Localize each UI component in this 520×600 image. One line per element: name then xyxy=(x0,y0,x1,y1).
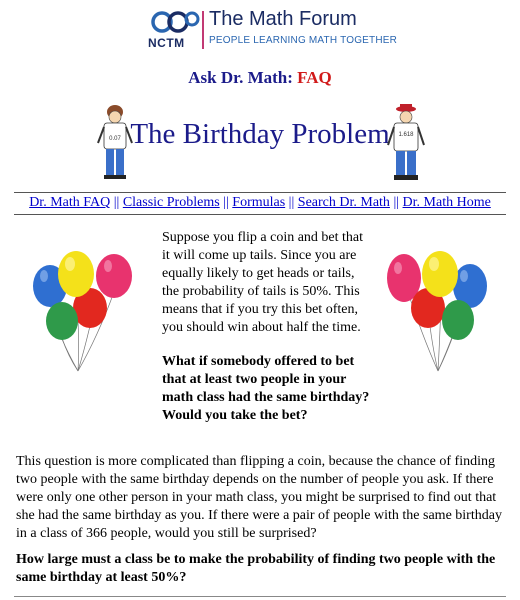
nav-link-dr-math-faq[interactable]: Dr. Math FAQ xyxy=(29,195,111,210)
ask-dr-math-label: Ask Dr. Math: xyxy=(188,68,298,87)
bottom-rule xyxy=(14,596,506,597)
right-character-illustration xyxy=(386,103,426,183)
math-forum-logo[interactable] xyxy=(148,8,398,52)
faq-label: FAQ xyxy=(297,68,332,87)
nctm-label: NCTM xyxy=(148,36,185,50)
bet-question: What if somebody offered to bet that at least two people in your math class had the same birthday? Would you take the bet? xyxy=(162,354,370,423)
nav-bottom-rule xyxy=(14,214,506,215)
class-size-question: How large must a class be to make the probability of finding two people with the same birthday at least 50%? xyxy=(16,552,496,585)
nav-separator: || xyxy=(223,195,229,210)
intro-paragraph: Suppose you flip a coin and bet that it will come up tails. Since you are equally likely to get heads or tails, the probability of tails is 50%. This means that if you try this bet often, you should win about half the time. xyxy=(162,230,364,335)
nav-separator: || xyxy=(113,195,120,210)
page-title: The Birthday Problem xyxy=(130,118,390,150)
left-shirt-text: 0.07 xyxy=(109,136,121,142)
nav-top-rule xyxy=(14,192,506,193)
nav-separator: || xyxy=(288,195,295,210)
nav-link-classic-problems[interactable]: Classic Problems xyxy=(122,195,220,210)
nctm-logo-icon xyxy=(150,8,202,36)
nav-link-dr-math-home[interactable]: Dr. Math Home xyxy=(402,195,491,210)
nav-separator: || xyxy=(393,195,400,210)
math-forum-name: The Math Forum xyxy=(209,8,357,30)
explanation-paragraph: This question is more complicated than flipping a coin, because the chance of finding two people with the same birthday depends on the number of people you ask. If there were only one other person in your math class, you might be surprised to find out that she had the same birthday as you. If there were a pair of people with the same birthday in a class of 366 people, would you still be surprised? xyxy=(16,454,502,541)
balloons-right-illustration xyxy=(382,246,492,376)
right-shirt-text: 1.618 xyxy=(398,132,414,138)
nav-link-search-dr-math[interactable]: Search Dr. Math xyxy=(297,195,390,210)
math-forum-tagline: PEOPLE LEARNING MATH TOGETHER xyxy=(209,35,398,46)
balloons-left-illustration xyxy=(28,246,138,376)
nav-link-formulas[interactable]: Formulas xyxy=(232,195,286,210)
nav-bar xyxy=(0,195,520,211)
logo-divider xyxy=(202,11,204,49)
intro-column xyxy=(162,229,374,425)
ask-dr-math-heading xyxy=(0,68,520,88)
